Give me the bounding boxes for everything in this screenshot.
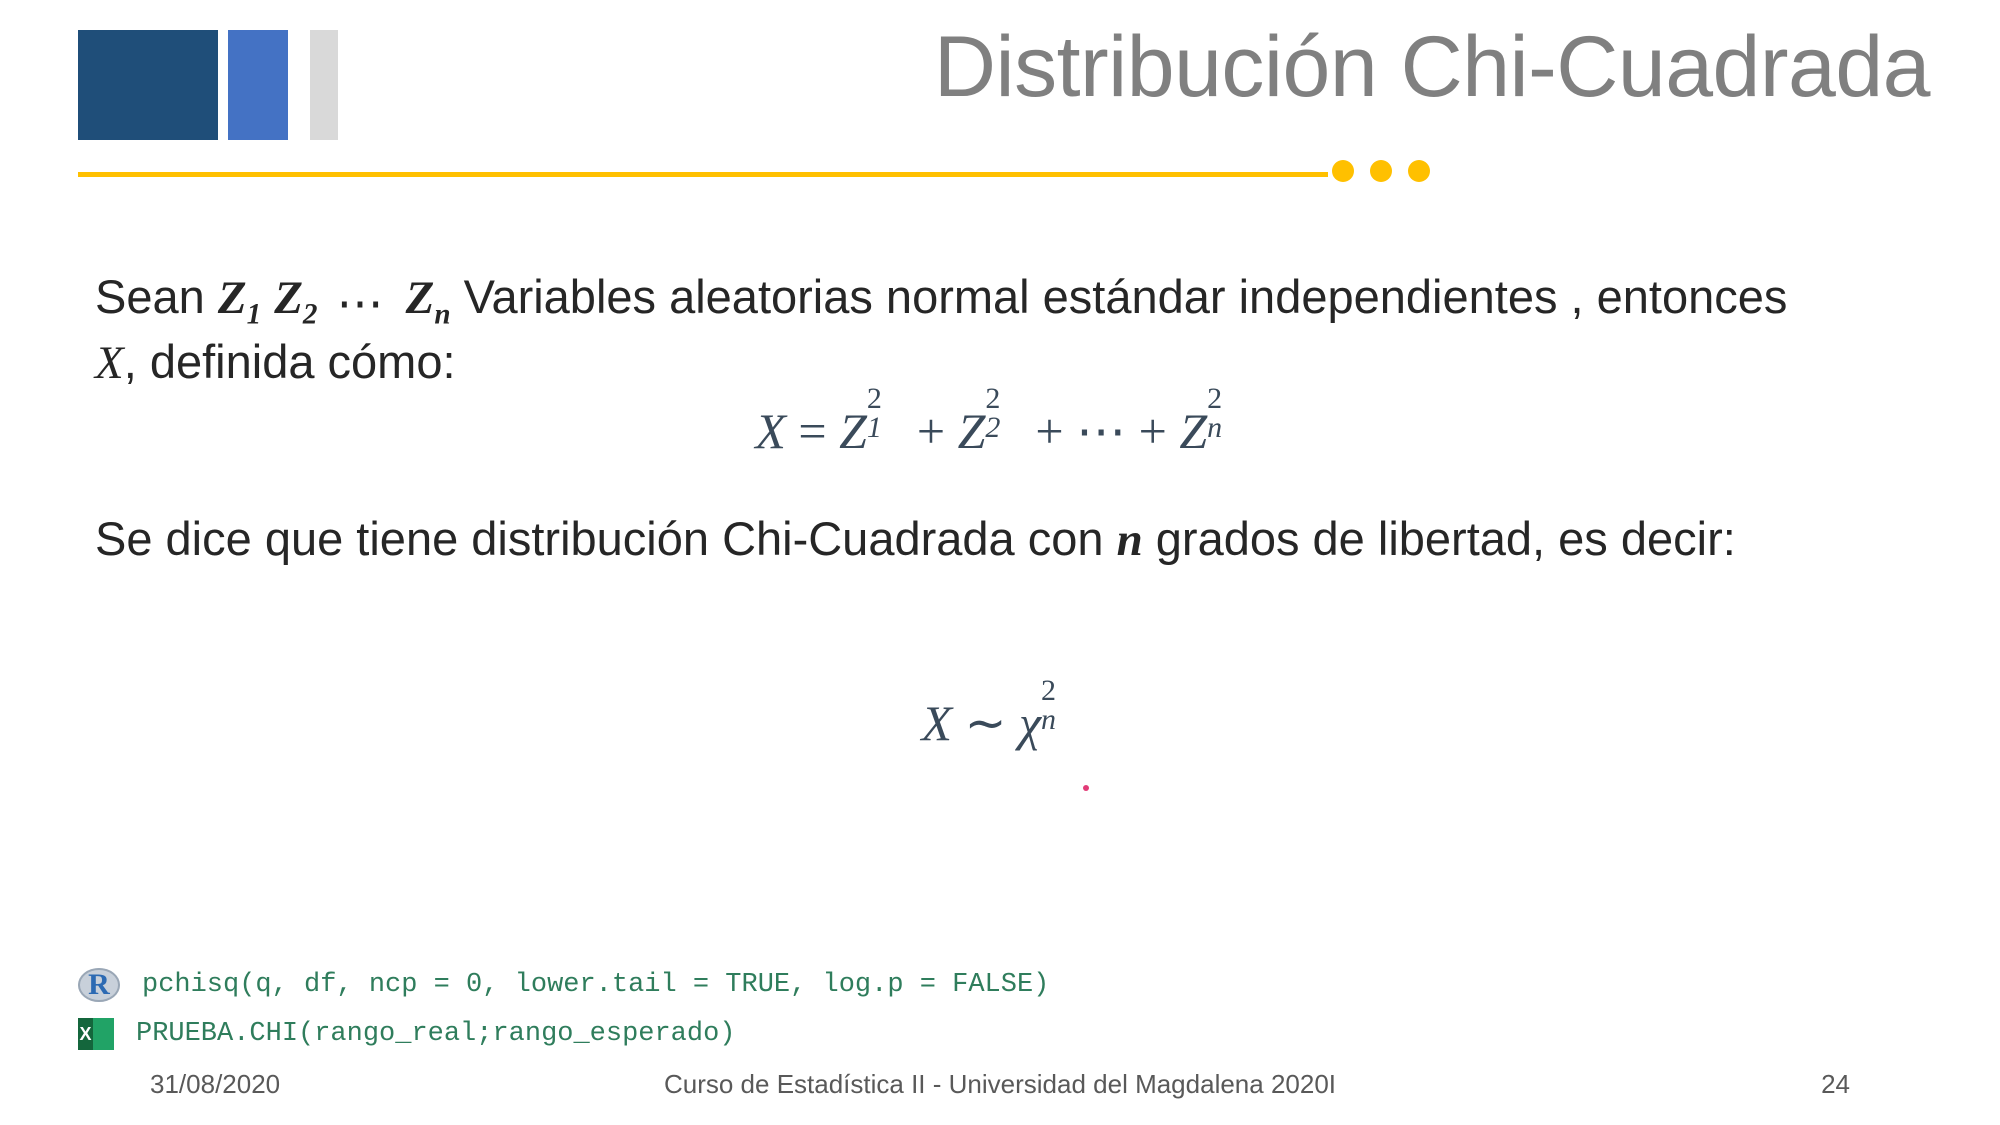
- variable-x: X: [95, 336, 124, 389]
- page-title: Distribución Chi-Cuadrada: [933, 19, 1930, 115]
- equation-distribution-notation: [0, 674, 2000, 752]
- header-dots-decoration: [1332, 160, 1430, 182]
- equation-chi-square-definition: [0, 382, 2000, 460]
- paragraph2-before: Se dice que tiene distribución Chi-Cuadrada con: [95, 512, 1104, 565]
- footer-course-label: Curso de Estadística II - Universidad del Magdalena 2020I: [663, 1069, 1337, 1099]
- eq1-lhs: X: [755, 403, 786, 459]
- eq1-term-3-indices: 2 n: [1207, 382, 1223, 444]
- header-divider-rule: [78, 172, 1328, 177]
- code-text-r: pchisq(q, df, ncp = 0, lower.tail = TRUE, log.p = FALSE): [142, 970, 1050, 1000]
- variable-z1: $Z_1$: [217, 272, 262, 331]
- code-line-excel: [78, 1018, 736, 1050]
- logo-bar-mid: [228, 30, 288, 140]
- eq1-term-2-indices: 2 2: [985, 382, 1001, 444]
- excel-icon-sheet: [93, 1018, 114, 1050]
- excel-icon: [78, 1018, 114, 1050]
- paragraph-conclusion: [95, 510, 1925, 569]
- paragraph1-tail: Variables aleatorias normal estándar independientes , entonces: [463, 270, 1788, 323]
- r-logo-icon: R: [78, 968, 120, 1002]
- variable-z2: $Z_2$: [274, 272, 318, 331]
- eq1-plus-2: +: [1035, 403, 1064, 459]
- eq1-term-1: Z: [839, 403, 867, 459]
- code-line-r: [78, 968, 1049, 1002]
- slide-header: [0, 0, 2000, 200]
- variable-zn: $Z_n$: [405, 272, 451, 331]
- eq1-term-1-indices: 2 1: [866, 382, 882, 444]
- eq1-relation: =: [798, 403, 827, 459]
- code-text-excel: PRUEBA.CHI(rango_real;rango_esperado): [136, 1019, 736, 1049]
- logo-bar-light: [310, 30, 338, 140]
- eq1-plus-1: +: [916, 403, 946, 459]
- eq2-relation: ∼: [964, 695, 1007, 751]
- paragraph-definition: [95, 268, 1925, 392]
- decoration-dot-1: [1332, 160, 1354, 182]
- eq1-plus-3: +: [1138, 403, 1167, 459]
- eq2-lhs: X: [921, 695, 953, 751]
- decoration-dot-2: [1370, 160, 1392, 182]
- paragraph1-line2-rest: , definida cómo:: [123, 334, 456, 388]
- stray-pink-dot: [1083, 785, 1089, 791]
- variable-n: n: [1116, 514, 1143, 566]
- inline-ellipsis: ⋯: [336, 276, 387, 329]
- eq1-cdots: ⋯: [1076, 403, 1127, 459]
- excel-icon-letter: X: [78, 1018, 93, 1050]
- footer-page-number: 24: [1821, 1069, 1850, 1099]
- eq1-term-2: Z: [957, 403, 986, 459]
- paragraph1-lead: Sean: [95, 270, 205, 323]
- footer-date: 31/08/2020: [150, 1069, 281, 1099]
- eq2-chi-indices: 2 n: [1040, 674, 1056, 736]
- logo-bar-dark: [78, 30, 218, 140]
- eq1-term-3: Z: [1179, 403, 1208, 459]
- paragraph2-after: grados de libertad, es decir:: [1155, 512, 1736, 565]
- decoration-dot-3: [1408, 160, 1430, 182]
- slide-footer: [0, 1069, 2000, 1103]
- eq2-chi-symbol: χ: [1018, 695, 1041, 751]
